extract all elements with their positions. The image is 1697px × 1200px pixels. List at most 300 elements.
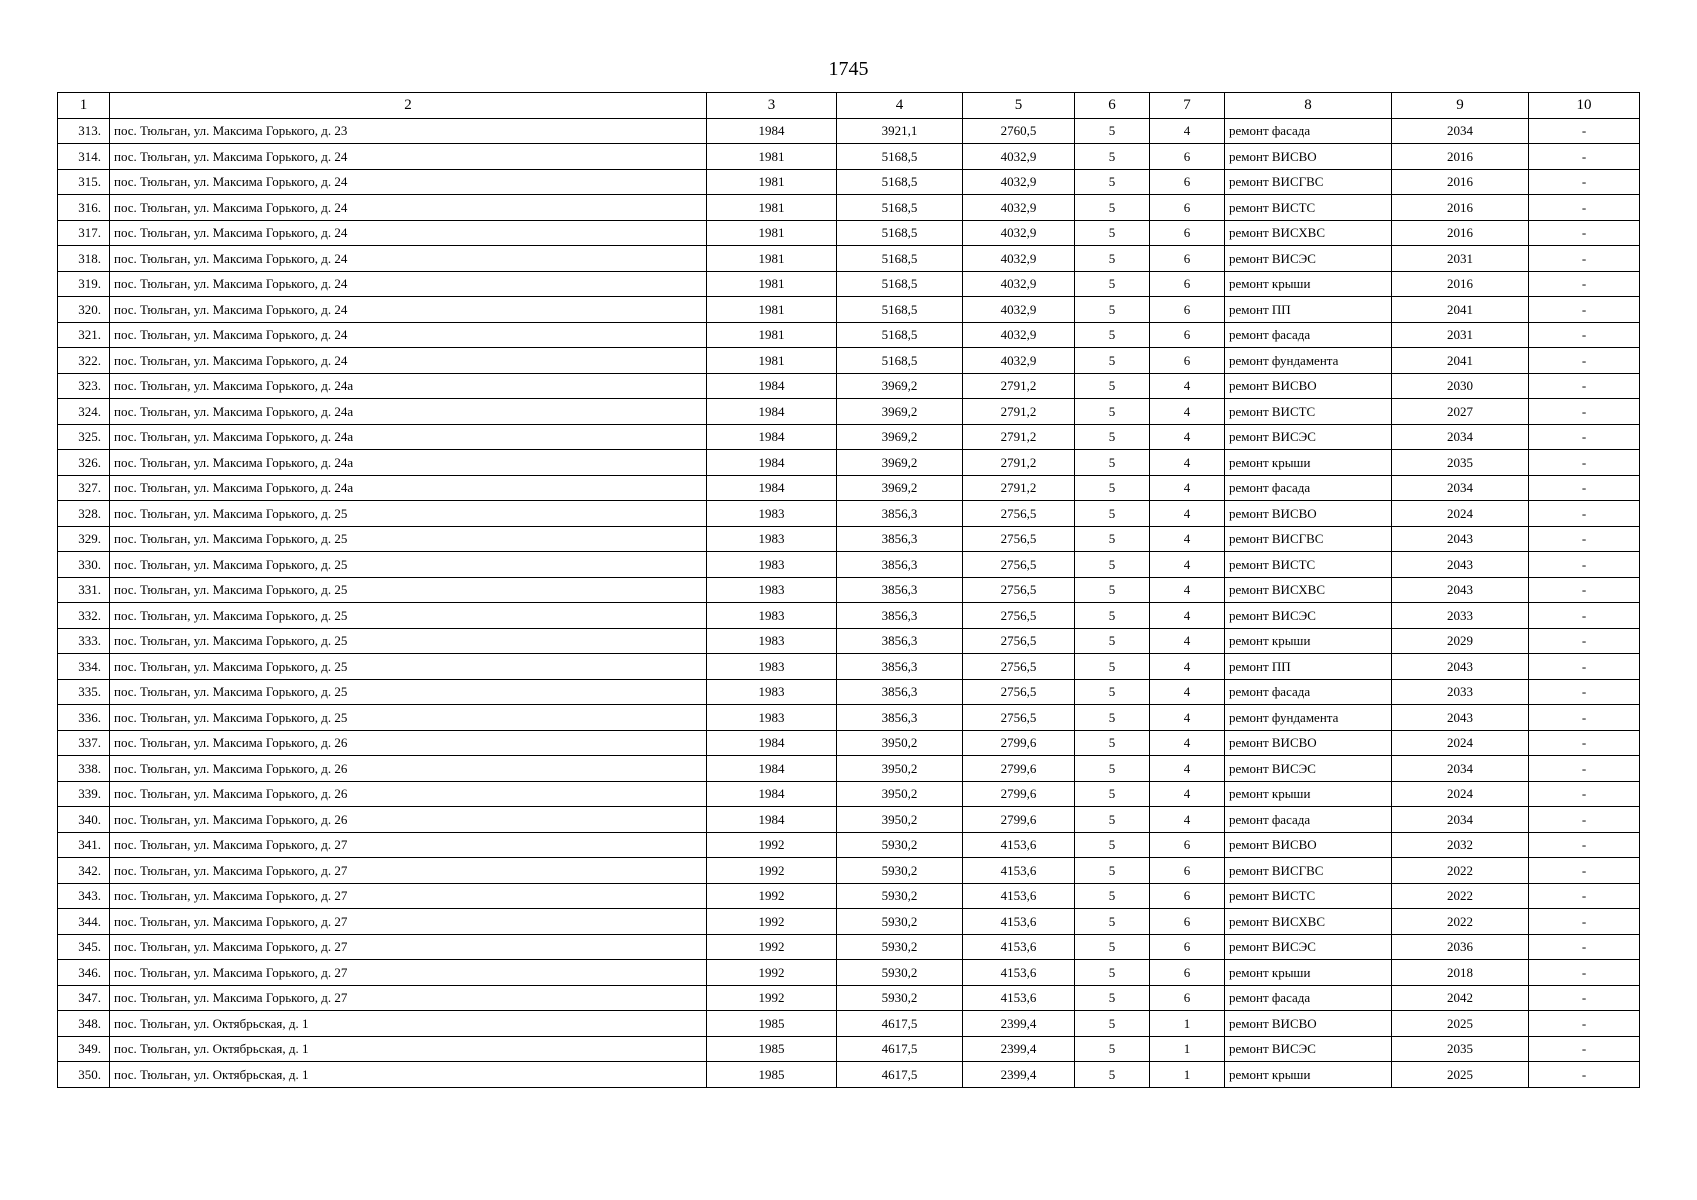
table-row bbox=[58, 322, 1640, 348]
table-row bbox=[58, 909, 1640, 935]
year-cell: 1985 bbox=[707, 1062, 837, 1088]
planned-year-cell: 2033 bbox=[1392, 603, 1529, 629]
note-cell: - bbox=[1529, 1062, 1640, 1088]
work-type-cell: ремонт ВИСВО bbox=[1225, 501, 1392, 527]
work-type-cell: ремонт ВИСХВС bbox=[1225, 577, 1392, 603]
total-area-cell: 3856,3 bbox=[837, 577, 963, 603]
total-area-cell: 4617,5 bbox=[837, 1036, 963, 1062]
row-number-cell: 344. bbox=[58, 909, 110, 935]
living-area-cell: 4153,6 bbox=[963, 909, 1075, 935]
floors-cell: 5 bbox=[1075, 679, 1150, 705]
row-number-cell: 339. bbox=[58, 781, 110, 807]
address-cell: пос. Тюльган, ул. Максима Горького, д. 25 bbox=[110, 552, 707, 578]
address-cell: пос. Тюльган, ул. Максима Горького, д. 27 bbox=[110, 909, 707, 935]
row-number-cell: 347. bbox=[58, 985, 110, 1011]
year-cell: 1984 bbox=[707, 118, 837, 144]
row-number-cell: 329. bbox=[58, 526, 110, 552]
entrances-cell: 6 bbox=[1150, 832, 1225, 858]
floors-cell: 5 bbox=[1075, 322, 1150, 348]
address-cell: пос. Тюльган, ул. Максима Горького, д. 25 bbox=[110, 628, 707, 654]
table-row bbox=[58, 654, 1640, 680]
note-cell: - bbox=[1529, 552, 1640, 578]
year-cell: 1983 bbox=[707, 654, 837, 680]
planned-year-cell: 2043 bbox=[1392, 654, 1529, 680]
table-body bbox=[58, 118, 1640, 1087]
living-area-cell: 4032,9 bbox=[963, 220, 1075, 246]
table-row bbox=[58, 118, 1640, 144]
floors-cell: 5 bbox=[1075, 756, 1150, 782]
total-area-cell: 3950,2 bbox=[837, 781, 963, 807]
row-number-cell: 341. bbox=[58, 832, 110, 858]
entrances-cell: 4 bbox=[1150, 373, 1225, 399]
address-cell: пос. Тюльган, ул. Максима Горького, д. 24 bbox=[110, 144, 707, 170]
address-cell: пос. Тюльган, ул. Максима Горького, д. 27 bbox=[110, 832, 707, 858]
note-cell: - bbox=[1529, 220, 1640, 246]
note-cell: - bbox=[1529, 934, 1640, 960]
column-header-4: 4 bbox=[837, 93, 963, 119]
planned-year-cell: 2030 bbox=[1392, 373, 1529, 399]
note-cell: - bbox=[1529, 399, 1640, 425]
year-cell: 1984 bbox=[707, 373, 837, 399]
table-row bbox=[58, 297, 1640, 323]
column-header-8: 8 bbox=[1225, 93, 1392, 119]
year-cell: 1981 bbox=[707, 220, 837, 246]
table-row bbox=[58, 679, 1640, 705]
total-area-cell: 4617,5 bbox=[837, 1011, 963, 1037]
floors-cell: 5 bbox=[1075, 475, 1150, 501]
table-row bbox=[58, 450, 1640, 476]
entrances-cell: 4 bbox=[1150, 552, 1225, 578]
table-row bbox=[58, 807, 1640, 833]
address-cell: пос. Тюльган, ул. Максима Горького, д. 25 bbox=[110, 679, 707, 705]
row-number-cell: 336. bbox=[58, 705, 110, 731]
work-type-cell: ремонт ВИСГВС bbox=[1225, 858, 1392, 884]
living-area-cell: 4032,9 bbox=[963, 169, 1075, 195]
floors-cell: 5 bbox=[1075, 960, 1150, 986]
year-cell: 1985 bbox=[707, 1036, 837, 1062]
row-number-cell: 332. bbox=[58, 603, 110, 629]
entrances-cell: 6 bbox=[1150, 960, 1225, 986]
living-area-cell: 2756,5 bbox=[963, 603, 1075, 629]
note-cell: - bbox=[1529, 297, 1640, 323]
table-row bbox=[58, 628, 1640, 654]
living-area-cell: 2760,5 bbox=[963, 118, 1075, 144]
planned-year-cell: 2029 bbox=[1392, 628, 1529, 654]
row-number-cell: 313. bbox=[58, 118, 110, 144]
entrances-cell: 6 bbox=[1150, 858, 1225, 884]
year-cell: 1983 bbox=[707, 705, 837, 731]
address-cell: пос. Тюльган, ул. Октябрьская, д. 1 bbox=[110, 1011, 707, 1037]
entrances-cell: 6 bbox=[1150, 934, 1225, 960]
floors-cell: 5 bbox=[1075, 577, 1150, 603]
floors-cell: 5 bbox=[1075, 271, 1150, 297]
row-number-cell: 346. bbox=[58, 960, 110, 986]
year-cell: 1984 bbox=[707, 807, 837, 833]
total-area-cell: 3856,3 bbox=[837, 654, 963, 680]
row-number-cell: 325. bbox=[58, 424, 110, 450]
row-number-cell: 317. bbox=[58, 220, 110, 246]
entrances-cell: 4 bbox=[1150, 654, 1225, 680]
planned-year-cell: 2036 bbox=[1392, 934, 1529, 960]
entrances-cell: 6 bbox=[1150, 985, 1225, 1011]
total-area-cell: 5930,2 bbox=[837, 934, 963, 960]
floors-cell: 5 bbox=[1075, 730, 1150, 756]
table-row bbox=[58, 577, 1640, 603]
living-area-cell: 2399,4 bbox=[963, 1011, 1075, 1037]
column-header-2: 2 bbox=[110, 93, 707, 119]
living-area-cell: 2756,5 bbox=[963, 654, 1075, 680]
planned-year-cell: 2022 bbox=[1392, 909, 1529, 935]
planned-year-cell: 2025 bbox=[1392, 1011, 1529, 1037]
table-row bbox=[58, 501, 1640, 527]
total-area-cell: 3950,2 bbox=[837, 807, 963, 833]
table-row bbox=[58, 730, 1640, 756]
floors-cell: 5 bbox=[1075, 169, 1150, 195]
table-row bbox=[58, 1062, 1640, 1088]
work-type-cell: ремонт фасада bbox=[1225, 118, 1392, 144]
work-type-cell: ремонт ВИСТС bbox=[1225, 399, 1392, 425]
total-area-cell: 3856,3 bbox=[837, 705, 963, 731]
note-cell: - bbox=[1529, 628, 1640, 654]
total-area-cell: 5930,2 bbox=[837, 858, 963, 884]
entrances-cell: 6 bbox=[1150, 144, 1225, 170]
floors-cell: 5 bbox=[1075, 501, 1150, 527]
year-cell: 1984 bbox=[707, 730, 837, 756]
floors-cell: 5 bbox=[1075, 1011, 1150, 1037]
living-area-cell: 2791,2 bbox=[963, 373, 1075, 399]
planned-year-cell: 2033 bbox=[1392, 679, 1529, 705]
row-number-cell: 343. bbox=[58, 883, 110, 909]
planned-year-cell: 2016 bbox=[1392, 195, 1529, 221]
year-cell: 1981 bbox=[707, 246, 837, 272]
living-area-cell: 4153,6 bbox=[963, 883, 1075, 909]
floors-cell: 5 bbox=[1075, 297, 1150, 323]
note-cell: - bbox=[1529, 424, 1640, 450]
living-area-cell: 4153,6 bbox=[963, 858, 1075, 884]
planned-year-cell: 2027 bbox=[1392, 399, 1529, 425]
entrances-cell: 6 bbox=[1150, 883, 1225, 909]
table-row bbox=[58, 195, 1640, 221]
living-area-cell: 4153,6 bbox=[963, 934, 1075, 960]
entrances-cell: 4 bbox=[1150, 118, 1225, 144]
entrances-cell: 6 bbox=[1150, 195, 1225, 221]
table-row bbox=[58, 144, 1640, 170]
total-area-cell: 3969,2 bbox=[837, 373, 963, 399]
floors-cell: 5 bbox=[1075, 858, 1150, 884]
planned-year-cell: 2024 bbox=[1392, 781, 1529, 807]
total-area-cell: 4617,5 bbox=[837, 1062, 963, 1088]
year-cell: 1992 bbox=[707, 909, 837, 935]
living-area-cell: 4032,9 bbox=[963, 144, 1075, 170]
work-type-cell: ремонт ВИСЭС bbox=[1225, 246, 1392, 272]
total-area-cell: 3969,2 bbox=[837, 450, 963, 476]
address-cell: пос. Тюльган, ул. Максима Горького, д. 26 bbox=[110, 756, 707, 782]
living-area-cell: 2756,5 bbox=[963, 526, 1075, 552]
year-cell: 1992 bbox=[707, 832, 837, 858]
floors-cell: 5 bbox=[1075, 883, 1150, 909]
table-row bbox=[58, 985, 1640, 1011]
note-cell: - bbox=[1529, 807, 1640, 833]
address-cell: пос. Тюльган, ул. Максима Горького, д. 24 bbox=[110, 348, 707, 374]
living-area-cell: 4153,6 bbox=[963, 960, 1075, 986]
year-cell: 1992 bbox=[707, 985, 837, 1011]
year-cell: 1981 bbox=[707, 169, 837, 195]
table-row bbox=[58, 399, 1640, 425]
living-area-cell: 4032,9 bbox=[963, 246, 1075, 272]
work-type-cell: ремонт ВИСГВС bbox=[1225, 169, 1392, 195]
note-cell: - bbox=[1529, 195, 1640, 221]
work-type-cell: ремонт крыши bbox=[1225, 781, 1392, 807]
work-type-cell: ремонт ВИСВО bbox=[1225, 144, 1392, 170]
column-header-3: 3 bbox=[707, 93, 837, 119]
total-area-cell: 5168,5 bbox=[837, 322, 963, 348]
total-area-cell: 5168,5 bbox=[837, 271, 963, 297]
total-area-cell: 3856,3 bbox=[837, 501, 963, 527]
address-cell: пос. Тюльган, ул. Максима Горького, д. 25 bbox=[110, 577, 707, 603]
work-type-cell: ремонт ВИСЭС bbox=[1225, 934, 1392, 960]
total-area-cell: 3921,1 bbox=[837, 118, 963, 144]
living-area-cell: 2791,2 bbox=[963, 475, 1075, 501]
table-row bbox=[58, 526, 1640, 552]
address-cell: пос. Тюльган, ул. Максима Горького, д. 26 bbox=[110, 730, 707, 756]
planned-year-cell: 2016 bbox=[1392, 144, 1529, 170]
year-cell: 1984 bbox=[707, 450, 837, 476]
living-area-cell: 4032,9 bbox=[963, 195, 1075, 221]
address-cell: пос. Тюльган, ул. Максима Горького, д. 24а bbox=[110, 373, 707, 399]
row-number-cell: 335. bbox=[58, 679, 110, 705]
note-cell: - bbox=[1529, 705, 1640, 731]
address-cell: пос. Тюльган, ул. Октябрьская, д. 1 bbox=[110, 1036, 707, 1062]
column-header-9: 9 bbox=[1392, 93, 1529, 119]
floors-cell: 5 bbox=[1075, 781, 1150, 807]
total-area-cell: 5930,2 bbox=[837, 909, 963, 935]
total-area-cell: 5930,2 bbox=[837, 960, 963, 986]
floors-cell: 5 bbox=[1075, 1036, 1150, 1062]
planned-year-cell: 2031 bbox=[1392, 246, 1529, 272]
planned-year-cell: 2016 bbox=[1392, 271, 1529, 297]
work-type-cell: ремонт ПП bbox=[1225, 297, 1392, 323]
address-cell: пос. Тюльган, ул. Максима Горького, д. 24а bbox=[110, 475, 707, 501]
table-row bbox=[58, 424, 1640, 450]
living-area-cell: 2399,4 bbox=[963, 1062, 1075, 1088]
total-area-cell: 5930,2 bbox=[837, 883, 963, 909]
work-type-cell: ремонт ВИСВО bbox=[1225, 730, 1392, 756]
planned-year-cell: 2016 bbox=[1392, 169, 1529, 195]
table-header bbox=[58, 93, 1640, 119]
address-cell: пос. Тюльган, ул. Максима Горького, д. 25 bbox=[110, 654, 707, 680]
work-type-cell: ремонт ВИСТС bbox=[1225, 195, 1392, 221]
header-row bbox=[58, 93, 1640, 119]
work-type-cell: ремонт ВИСВО bbox=[1225, 373, 1392, 399]
note-cell: - bbox=[1529, 603, 1640, 629]
table-row bbox=[58, 934, 1640, 960]
table-row bbox=[58, 475, 1640, 501]
entrances-cell: 1 bbox=[1150, 1011, 1225, 1037]
floors-cell: 5 bbox=[1075, 246, 1150, 272]
note-cell: - bbox=[1529, 271, 1640, 297]
total-area-cell: 5930,2 bbox=[837, 985, 963, 1011]
note-cell: - bbox=[1529, 1011, 1640, 1037]
floors-cell: 5 bbox=[1075, 118, 1150, 144]
planned-year-cell: 2042 bbox=[1392, 985, 1529, 1011]
table-row bbox=[58, 883, 1640, 909]
planned-year-cell: 2031 bbox=[1392, 322, 1529, 348]
year-cell: 1981 bbox=[707, 195, 837, 221]
address-cell: пос. Тюльган, ул. Максима Горького, д. 24 bbox=[110, 271, 707, 297]
note-cell: - bbox=[1529, 246, 1640, 272]
table-row bbox=[58, 858, 1640, 884]
planned-year-cell: 2025 bbox=[1392, 1062, 1529, 1088]
note-cell: - bbox=[1529, 883, 1640, 909]
note-cell: - bbox=[1529, 348, 1640, 374]
table-row bbox=[58, 603, 1640, 629]
row-number-cell: 342. bbox=[58, 858, 110, 884]
total-area-cell: 3969,2 bbox=[837, 424, 963, 450]
planned-year-cell: 2035 bbox=[1392, 1036, 1529, 1062]
living-area-cell: 2756,5 bbox=[963, 501, 1075, 527]
planned-year-cell: 2032 bbox=[1392, 832, 1529, 858]
year-cell: 1981 bbox=[707, 297, 837, 323]
floors-cell: 5 bbox=[1075, 603, 1150, 629]
work-type-cell: ремонт фундамента bbox=[1225, 348, 1392, 374]
row-number-cell: 318. bbox=[58, 246, 110, 272]
total-area-cell: 3856,3 bbox=[837, 526, 963, 552]
year-cell: 1992 bbox=[707, 934, 837, 960]
total-area-cell: 5168,5 bbox=[837, 246, 963, 272]
column-header-5: 5 bbox=[963, 93, 1075, 119]
entrances-cell: 4 bbox=[1150, 628, 1225, 654]
table-row bbox=[58, 220, 1640, 246]
floors-cell: 5 bbox=[1075, 909, 1150, 935]
row-number-cell: 326. bbox=[58, 450, 110, 476]
living-area-cell: 2799,6 bbox=[963, 807, 1075, 833]
work-type-cell: ремонт фасада bbox=[1225, 322, 1392, 348]
year-cell: 1981 bbox=[707, 348, 837, 374]
total-area-cell: 3856,3 bbox=[837, 628, 963, 654]
note-cell: - bbox=[1529, 858, 1640, 884]
row-number-cell: 320. bbox=[58, 297, 110, 323]
row-number-cell: 319. bbox=[58, 271, 110, 297]
table-row bbox=[58, 756, 1640, 782]
planned-year-cell: 2034 bbox=[1392, 118, 1529, 144]
column-header-6: 6 bbox=[1075, 93, 1150, 119]
entrances-cell: 4 bbox=[1150, 450, 1225, 476]
note-cell: - bbox=[1529, 1036, 1640, 1062]
work-type-cell: ремонт фасада bbox=[1225, 807, 1392, 833]
work-type-cell: ремонт ВИСВО bbox=[1225, 832, 1392, 858]
work-type-cell: ремонт ВИСЭС bbox=[1225, 756, 1392, 782]
row-number-cell: 324. bbox=[58, 399, 110, 425]
table-row bbox=[58, 169, 1640, 195]
planned-year-cell: 2034 bbox=[1392, 756, 1529, 782]
planned-year-cell: 2022 bbox=[1392, 858, 1529, 884]
living-area-cell: 2399,4 bbox=[963, 1036, 1075, 1062]
address-cell: пос. Тюльган, ул. Максима Горького, д. 27 bbox=[110, 934, 707, 960]
living-area-cell: 2791,2 bbox=[963, 399, 1075, 425]
work-type-cell: ремонт ВИСТС bbox=[1225, 552, 1392, 578]
address-cell: пос. Тюльган, ул. Октябрьская, д. 1 bbox=[110, 1062, 707, 1088]
living-area-cell: 2799,6 bbox=[963, 781, 1075, 807]
entrances-cell: 4 bbox=[1150, 807, 1225, 833]
year-cell: 1984 bbox=[707, 475, 837, 501]
planned-year-cell: 2043 bbox=[1392, 552, 1529, 578]
entrances-cell: 6 bbox=[1150, 271, 1225, 297]
address-cell: пос. Тюльган, ул. Максима Горького, д. 24 bbox=[110, 169, 707, 195]
total-area-cell: 5168,5 bbox=[837, 144, 963, 170]
entrances-cell: 4 bbox=[1150, 705, 1225, 731]
floors-cell: 5 bbox=[1075, 628, 1150, 654]
address-cell: пос. Тюльган, ул. Максима Горького, д. 23 bbox=[110, 118, 707, 144]
living-area-cell: 2756,5 bbox=[963, 705, 1075, 731]
total-area-cell: 5168,5 bbox=[837, 297, 963, 323]
work-type-cell: ремонт крыши bbox=[1225, 1062, 1392, 1088]
note-cell: - bbox=[1529, 373, 1640, 399]
year-cell: 1984 bbox=[707, 399, 837, 425]
floors-cell: 5 bbox=[1075, 985, 1150, 1011]
note-cell: - bbox=[1529, 501, 1640, 527]
planned-year-cell: 2041 bbox=[1392, 348, 1529, 374]
total-area-cell: 5930,2 bbox=[837, 832, 963, 858]
row-number-cell: 340. bbox=[58, 807, 110, 833]
planned-year-cell: 2034 bbox=[1392, 807, 1529, 833]
work-type-cell: ремонт ВИСЭС bbox=[1225, 424, 1392, 450]
planned-year-cell: 2041 bbox=[1392, 297, 1529, 323]
table-row bbox=[58, 348, 1640, 374]
work-type-cell: ремонт фасада bbox=[1225, 985, 1392, 1011]
row-number-cell: 327. bbox=[58, 475, 110, 501]
address-cell: пос. Тюльган, ул. Максима Горького, д. 24 bbox=[110, 220, 707, 246]
floors-cell: 5 bbox=[1075, 424, 1150, 450]
entrances-cell: 6 bbox=[1150, 909, 1225, 935]
work-type-cell: ремонт крыши bbox=[1225, 960, 1392, 986]
table-row bbox=[58, 1036, 1640, 1062]
floors-cell: 5 bbox=[1075, 399, 1150, 425]
entrances-cell: 4 bbox=[1150, 603, 1225, 629]
entrances-cell: 4 bbox=[1150, 399, 1225, 425]
year-cell: 1983 bbox=[707, 679, 837, 705]
address-cell: пос. Тюльган, ул. Максима Горького, д. 27 bbox=[110, 985, 707, 1011]
planned-year-cell: 2043 bbox=[1392, 705, 1529, 731]
entrances-cell: 4 bbox=[1150, 730, 1225, 756]
living-area-cell: 2791,2 bbox=[963, 424, 1075, 450]
year-cell: 1981 bbox=[707, 144, 837, 170]
planned-year-cell: 2022 bbox=[1392, 883, 1529, 909]
table-row bbox=[58, 781, 1640, 807]
entrances-cell: 4 bbox=[1150, 475, 1225, 501]
year-cell: 1983 bbox=[707, 628, 837, 654]
living-area-cell: 4153,6 bbox=[963, 832, 1075, 858]
address-cell: пос. Тюльган, ул. Максима Горького, д. 24 bbox=[110, 246, 707, 272]
note-cell: - bbox=[1529, 118, 1640, 144]
living-area-cell: 4032,9 bbox=[963, 348, 1075, 374]
entrances-cell: 6 bbox=[1150, 297, 1225, 323]
year-cell: 1984 bbox=[707, 756, 837, 782]
note-cell: - bbox=[1529, 781, 1640, 807]
registry-table bbox=[57, 92, 1640, 1088]
entrances-cell: 4 bbox=[1150, 501, 1225, 527]
total-area-cell: 5168,5 bbox=[837, 169, 963, 195]
floors-cell: 5 bbox=[1075, 220, 1150, 246]
living-area-cell: 2756,5 bbox=[963, 577, 1075, 603]
entrances-cell: 4 bbox=[1150, 424, 1225, 450]
note-cell: - bbox=[1529, 144, 1640, 170]
work-type-cell: ремонт ВИСЭС bbox=[1225, 603, 1392, 629]
work-type-cell: ремонт ПП bbox=[1225, 654, 1392, 680]
column-header-1: 1 bbox=[58, 93, 110, 119]
floors-cell: 5 bbox=[1075, 144, 1150, 170]
row-number-cell: 333. bbox=[58, 628, 110, 654]
work-type-cell: ремонт фундамента bbox=[1225, 705, 1392, 731]
